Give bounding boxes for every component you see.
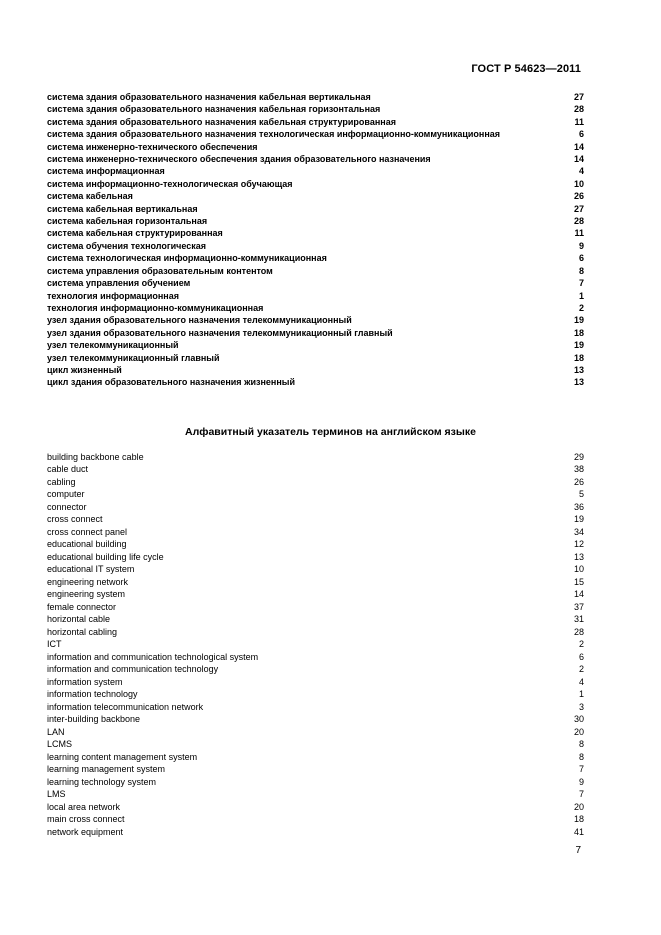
index-term: система обучения технологическая xyxy=(47,240,207,251)
index-term: ICT xyxy=(47,639,62,649)
index-term: building backbone cable xyxy=(47,451,144,462)
index-page-ref: 9 xyxy=(578,240,584,251)
index-entry xyxy=(47,178,584,190)
index-page-ref: 19 xyxy=(573,340,584,351)
index-entry xyxy=(47,701,584,714)
russian-term-index xyxy=(47,91,584,389)
index-term: educational building xyxy=(47,539,127,549)
index-term: LAN xyxy=(47,726,65,737)
index-term: information technology xyxy=(47,689,138,699)
index-entry xyxy=(47,153,584,165)
index-term: система здания образовательного назначения кабельная вертикальная xyxy=(47,92,371,102)
index-page-ref: 11 xyxy=(574,228,584,239)
index-page-ref: 37 xyxy=(573,601,584,612)
index-entry xyxy=(47,252,584,264)
index-entry xyxy=(47,91,584,103)
index-page-ref: 20 xyxy=(573,726,584,737)
index-term: engineering system xyxy=(47,589,126,599)
index-entry xyxy=(47,826,584,839)
index-page-ref: 19 xyxy=(573,315,584,326)
index-page-ref: 13 xyxy=(573,364,584,375)
index-term: цикл жизненный xyxy=(47,364,122,375)
index-term: технология информационная xyxy=(47,290,179,301)
index-entry xyxy=(47,788,584,801)
index-page-ref: 18 xyxy=(573,327,584,338)
index-entry xyxy=(47,451,584,464)
index-term: main cross connect xyxy=(47,814,125,824)
index-term: cabling xyxy=(47,476,76,487)
index-entry xyxy=(47,526,584,539)
index-term: система информационная xyxy=(47,166,165,177)
index-page-ref: 10 xyxy=(573,564,584,574)
english-index-title: Алфавитный указатель терминов на английском языке xyxy=(185,426,476,438)
index-entry xyxy=(47,190,584,202)
index-term: система технологическая информационно-коммуникационная xyxy=(47,253,327,264)
index-page-ref: 19 xyxy=(573,514,584,524)
index-term: computer xyxy=(47,489,85,499)
index-entry xyxy=(47,713,584,726)
index-entry xyxy=(47,538,584,551)
index-entry xyxy=(47,352,584,364)
index-term: information and communication technology xyxy=(47,664,219,674)
index-entry xyxy=(47,488,584,501)
index-page-ref: 28 xyxy=(573,104,584,115)
index-term: система здания образовательного назначения технологическая информационно-коммуникационная xyxy=(47,129,501,140)
index-page-ref: 27 xyxy=(573,203,584,214)
index-page-ref: 8 xyxy=(578,739,584,749)
index-term: educational building life cycle xyxy=(47,551,164,562)
index-term: система управления образовательным контентом xyxy=(47,265,273,276)
index-term: цикл здания образовательного назначения жизненный xyxy=(47,377,295,388)
index-entry xyxy=(47,203,584,215)
index-page-ref: 31 xyxy=(573,614,584,624)
document-code: ГОСТ Р 54623—2011 xyxy=(471,63,581,75)
index-entry xyxy=(47,302,584,314)
index-page-ref: 6 xyxy=(578,651,584,662)
index-entry xyxy=(47,813,584,826)
index-page-ref: 14 xyxy=(573,141,584,152)
index-page-ref: 6 xyxy=(578,253,584,264)
index-page-ref: 10 xyxy=(573,178,584,189)
index-entry xyxy=(47,141,584,153)
index-page-ref: 5 xyxy=(578,489,584,499)
index-entry xyxy=(47,463,584,476)
index-entry xyxy=(47,651,584,664)
index-entry xyxy=(47,776,584,789)
index-entry xyxy=(47,227,584,239)
index-entry xyxy=(47,676,584,689)
index-entry xyxy=(47,290,584,302)
index-term: система кабельная вертикальная xyxy=(47,203,198,214)
index-term: узел телекоммуникационный главный xyxy=(47,352,220,363)
index-term: система управления обучением xyxy=(47,278,191,289)
index-page-ref: 18 xyxy=(573,352,584,363)
index-term: cross connect panel xyxy=(47,526,128,537)
index-page-ref: 18 xyxy=(573,814,584,824)
index-page-ref: 1 xyxy=(578,290,584,301)
index-page-ref: 14 xyxy=(573,589,584,599)
index-term: horizontal cable xyxy=(47,614,111,624)
index-page-ref: 2 xyxy=(578,302,584,313)
index-page-ref: 1 xyxy=(578,689,584,699)
index-page-ref: 7 xyxy=(578,764,584,774)
index-entry xyxy=(47,116,584,128)
index-term: система кабельная xyxy=(47,191,133,202)
index-page-ref: 8 xyxy=(578,265,584,276)
index-term: узел здания образовательного назначения телекоммуникационный главный xyxy=(47,327,393,338)
index-term: система инженерно-технического обеспечения xyxy=(47,141,258,152)
index-term: система инженерно-технического обеспечения здания образовательного назначения xyxy=(47,154,431,165)
index-page-ref: 4 xyxy=(578,166,584,177)
english-term-index xyxy=(47,451,584,839)
index-term: узел телекоммуникационный xyxy=(47,340,179,351)
index-entry xyxy=(47,801,584,814)
index-entry xyxy=(47,638,584,651)
index-term: система кабельная структурированная xyxy=(47,228,223,239)
index-page-ref: 27 xyxy=(573,92,584,102)
index-entry xyxy=(47,165,584,177)
index-entry xyxy=(47,688,584,701)
index-page-ref: 6 xyxy=(578,129,584,140)
index-term: information telecommunication network xyxy=(47,701,204,712)
index-page-ref: 14 xyxy=(573,154,584,165)
index-term: connector xyxy=(47,501,87,512)
index-term: educational IT system xyxy=(47,564,135,574)
index-page-ref: 4 xyxy=(578,676,584,687)
index-entry xyxy=(47,103,584,115)
index-page-ref: 12 xyxy=(573,539,584,549)
index-entry xyxy=(47,551,584,564)
index-page-ref: 8 xyxy=(578,751,584,762)
index-page-ref: 34 xyxy=(573,526,584,537)
index-entry xyxy=(47,751,584,764)
index-entry xyxy=(47,215,584,227)
index-page-ref: 13 xyxy=(573,377,584,388)
index-entry xyxy=(47,576,584,589)
index-entry xyxy=(47,588,584,601)
index-page-ref: 29 xyxy=(573,451,584,462)
index-page-ref: 28 xyxy=(573,626,584,637)
index-entry xyxy=(47,376,584,388)
index-page-ref: 7 xyxy=(578,278,584,289)
index-term: технология информационно-коммуникационная xyxy=(47,302,264,313)
index-entry xyxy=(47,513,584,526)
index-entry xyxy=(47,128,584,140)
index-page-ref: 13 xyxy=(573,551,584,562)
index-entry xyxy=(47,613,584,626)
index-term: cable duct xyxy=(47,464,89,474)
index-term: learning content management system xyxy=(47,751,198,762)
index-term: узел здания образовательного назначения телекоммуникационный xyxy=(47,315,352,326)
index-entry xyxy=(47,327,584,339)
index-term: LMS xyxy=(47,789,66,799)
index-entry xyxy=(47,240,584,252)
index-term: information and communication technological system xyxy=(47,651,259,662)
index-entry xyxy=(47,364,584,376)
index-page-ref: 15 xyxy=(573,576,584,587)
index-page-ref: 36 xyxy=(573,501,584,512)
index-page-ref: 20 xyxy=(573,801,584,812)
index-term: local area network xyxy=(47,801,121,812)
index-term: learning management system xyxy=(47,764,166,774)
index-term: learning technology system xyxy=(47,776,157,787)
index-term: система информационно-технологическая обучающая xyxy=(47,178,293,189)
index-term: horizontal cabling xyxy=(47,626,118,637)
index-entry xyxy=(47,314,584,326)
index-entry xyxy=(47,663,584,676)
index-term: система здания образовательного назначения кабельная горизонтальная xyxy=(47,104,381,115)
index-entry xyxy=(47,265,584,277)
index-entry xyxy=(47,763,584,776)
index-page-ref: 38 xyxy=(573,464,584,474)
index-entry xyxy=(47,626,584,639)
index-page-ref: 3 xyxy=(578,701,584,712)
index-term: inter-building backbone xyxy=(47,714,141,724)
index-term: female connector xyxy=(47,601,117,612)
page-number: 7 xyxy=(575,845,581,856)
index-page-ref: 28 xyxy=(573,216,584,227)
index-page-ref: 7 xyxy=(578,789,584,799)
index-page-ref: 9 xyxy=(578,776,584,787)
index-page-ref: 26 xyxy=(573,191,584,202)
index-entry xyxy=(47,277,584,289)
index-entry xyxy=(47,738,584,751)
index-entry xyxy=(47,726,584,739)
index-entry xyxy=(47,476,584,489)
index-page-ref: 2 xyxy=(578,664,584,674)
index-page-ref: 30 xyxy=(573,714,584,724)
index-term: LCMS xyxy=(47,739,73,749)
index-term: information system xyxy=(47,676,123,687)
index-page-ref: 41 xyxy=(573,826,584,837)
index-entry xyxy=(47,563,584,576)
index-page-ref: 11 xyxy=(574,116,584,127)
index-term: система здания образовательного назначения кабельная структурированная xyxy=(47,116,396,127)
index-term: engineering network xyxy=(47,576,129,587)
index-page-ref: 2 xyxy=(578,639,584,649)
index-entry xyxy=(47,601,584,614)
index-entry xyxy=(47,501,584,514)
index-term: cross connect xyxy=(47,514,103,524)
index-page-ref: 26 xyxy=(573,476,584,487)
index-term: network equipment xyxy=(47,826,124,837)
index-term: система кабельная горизонтальная xyxy=(47,216,208,227)
index-entry xyxy=(47,339,584,351)
